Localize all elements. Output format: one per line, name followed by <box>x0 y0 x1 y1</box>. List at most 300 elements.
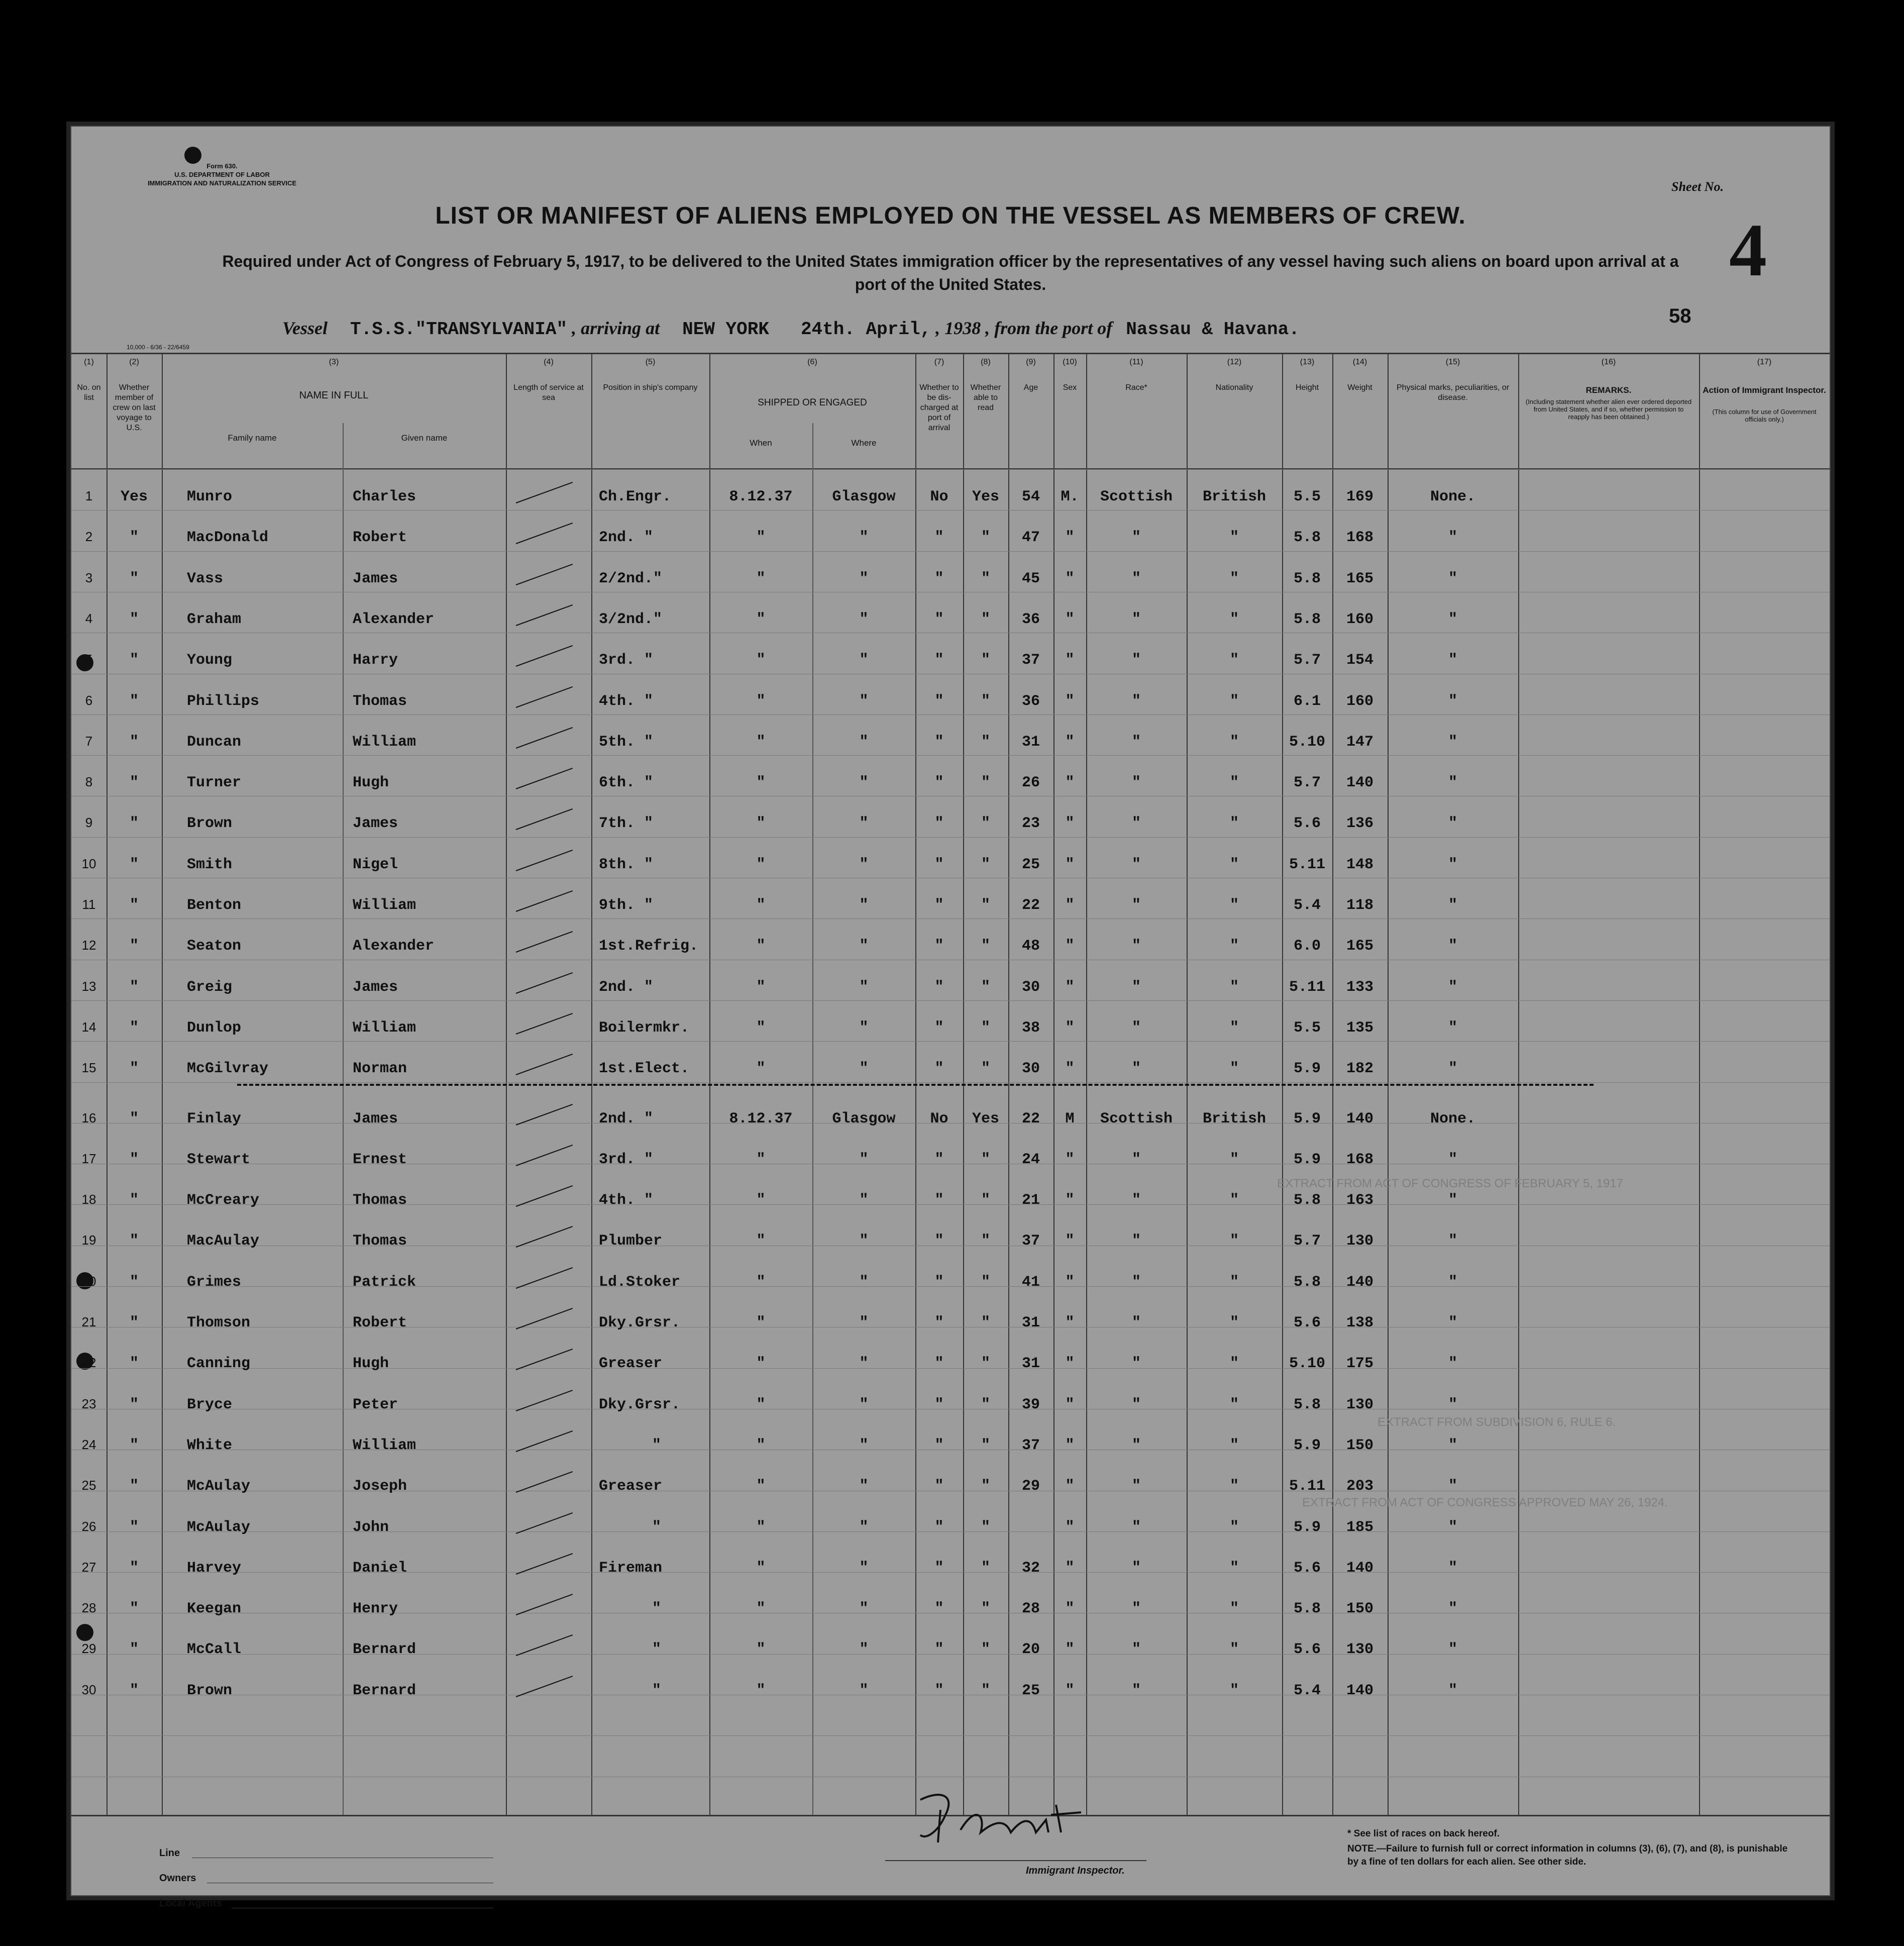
voyage-line <box>282 318 1300 340</box>
punch-hole <box>76 1624 93 1641</box>
discharged: " <box>934 1437 944 1454</box>
discharged: " <box>934 897 944 914</box>
shipped-when: " <box>756 1682 766 1699</box>
able-to-read: " <box>981 938 990 955</box>
given-name: Hugh <box>353 774 389 792</box>
height: 5.5 <box>1293 488 1321 505</box>
given-name: Bernard <box>353 1682 416 1699</box>
punch-hole <box>184 147 201 164</box>
position: 6th. " <box>599 774 654 792</box>
family-name: Munro <box>187 488 233 505</box>
previous-voyage: " <box>129 1110 139 1128</box>
race: " <box>1131 692 1141 710</box>
previous-voyage: " <box>129 815 139 833</box>
shipped-where: " <box>859 1641 869 1659</box>
where-header: Where <box>851 438 877 448</box>
position: 8th. " <box>599 856 654 873</box>
height: 5.9 <box>1293 1151 1321 1168</box>
manifest-sheet <box>70 126 1831 1909</box>
column-number: (12) <box>1227 358 1242 366</box>
weight: 165 <box>1346 570 1373 587</box>
family-name: Seaton <box>187 938 242 955</box>
service-checkmark <box>516 1013 573 1035</box>
shipped-where: " <box>859 1192 869 1209</box>
from-label: , from the port of <box>985 318 1113 338</box>
able-to-read: " <box>981 774 990 792</box>
able-to-read: " <box>981 897 990 914</box>
previous-voyage: " <box>129 1019 139 1037</box>
nationality: " <box>1229 938 1239 955</box>
shipped-where: " <box>859 570 869 587</box>
discharged: " <box>934 1396 944 1413</box>
age: 36 <box>1021 610 1040 628</box>
given-name: Henry <box>353 1600 398 1618</box>
nationality: " <box>1229 1273 1239 1291</box>
able-to-read: " <box>981 978 990 996</box>
weight: 136 <box>1346 815 1373 833</box>
sex: " <box>1065 1396 1075 1413</box>
race: " <box>1131 815 1141 833</box>
race: " <box>1131 938 1141 955</box>
position: 2nd. " <box>599 529 654 547</box>
column-header: Sex <box>1063 383 1077 392</box>
physical-marks: " <box>1448 692 1457 710</box>
able-to-read: " <box>981 1019 990 1037</box>
vessel-label: Vessel <box>282 318 328 338</box>
age: 31 <box>1021 733 1040 751</box>
service-checkmark <box>516 808 573 830</box>
column-header: Length of service at sea <box>513 383 584 402</box>
position: 2nd. " <box>599 978 654 996</box>
races-note: * See list of races on back hereof. <box>1347 1828 1500 1839</box>
previous-voyage: " <box>129 1233 139 1250</box>
nationality: " <box>1229 815 1239 833</box>
sex: " <box>1065 610 1075 628</box>
list-number: 4 <box>85 610 93 626</box>
height: 5.8 <box>1293 1396 1321 1413</box>
service-checkmark <box>516 1054 573 1075</box>
column-number: (5) <box>645 358 656 366</box>
physical-marks: " <box>1448 1314 1457 1332</box>
position: Plumber <box>599 1233 663 1250</box>
position: " <box>652 1682 661 1699</box>
list-number: 6 <box>85 692 93 708</box>
service-checkmark <box>516 1308 573 1329</box>
race: " <box>1131 978 1141 996</box>
given-name: Alexander <box>353 938 435 955</box>
age: 31 <box>1021 1355 1040 1373</box>
family-name: Canning <box>187 1355 251 1373</box>
age: 32 <box>1021 1559 1040 1577</box>
weight: 147 <box>1346 733 1373 751</box>
discharged: " <box>934 1060 944 1078</box>
nationality: " <box>1229 1060 1239 1078</box>
able-to-read: " <box>981 570 990 587</box>
age: 41 <box>1021 1273 1040 1291</box>
discharged: " <box>934 529 944 547</box>
nationality: " <box>1229 1192 1239 1209</box>
height: 5.8 <box>1293 610 1321 628</box>
table-row <box>71 1274 1830 1294</box>
position: " <box>652 1600 661 1618</box>
shipped-where: " <box>859 1151 869 1168</box>
position: Greaser <box>599 1355 663 1373</box>
shipped-when: " <box>756 815 766 833</box>
list-number: 23 <box>81 1396 96 1411</box>
shipped-where: " <box>859 1600 869 1618</box>
row-rule <box>71 1041 1830 1042</box>
shipped-when: " <box>756 1559 766 1577</box>
discharged: " <box>934 978 944 996</box>
position: 2/2nd." <box>599 570 663 587</box>
column-number: (10) <box>1063 358 1077 366</box>
sex: " <box>1065 1314 1075 1332</box>
shipped-when: " <box>756 570 766 587</box>
bleed-through-text: EXTRACT FROM ACT OF CONGRESS OF FEBRUARY 5, 1917 <box>1277 1177 1624 1190</box>
sex: " <box>1065 1518 1075 1536</box>
shipped-when: " <box>756 978 766 996</box>
service-checkmark <box>516 564 573 585</box>
discharged: " <box>934 1233 944 1250</box>
given-name: James <box>353 570 398 587</box>
discharged: " <box>934 1478 944 1495</box>
position: 2nd. " <box>599 1110 654 1128</box>
sex: " <box>1065 1192 1075 1209</box>
column-number: (3) <box>329 358 339 366</box>
previous-voyage: " <box>129 1151 139 1168</box>
weight: 130 <box>1346 1641 1373 1659</box>
discharged: " <box>934 1641 944 1659</box>
discharged: " <box>934 938 944 955</box>
age: 22 <box>1021 1110 1040 1128</box>
table-row <box>71 570 1830 590</box>
arrival-date: 24th. April, <box>800 319 931 340</box>
able-to-read: Yes <box>972 1110 999 1128</box>
shipped-where: " <box>859 1437 869 1454</box>
given-name: Alexander <box>353 610 435 628</box>
position: 3/2nd." <box>599 610 663 628</box>
service-checkmark <box>516 768 573 789</box>
previous-voyage: " <box>129 1273 139 1291</box>
departure-port: Nassau & Havana. <box>1126 319 1300 340</box>
given-name: William <box>353 733 416 751</box>
penalty-note: NOTE.—Failure to furnish full or correct information in columns (3), (6), (7), and (8), is punishable by a fine of ten dollars for each alien. See other side. <box>1347 1843 1788 1867</box>
weight: 182 <box>1346 1060 1373 1078</box>
family-name: Stewart <box>187 1151 251 1168</box>
column-header: Whether able to read <box>970 383 1001 412</box>
discharged: " <box>934 1682 944 1699</box>
sex: " <box>1065 978 1075 996</box>
service-checkmark <box>516 727 573 749</box>
shipped-when: " <box>756 1314 766 1332</box>
table-row <box>71 1233 1830 1253</box>
age: 21 <box>1021 1192 1040 1209</box>
age: 30 <box>1021 1060 1040 1078</box>
shipped-where: " <box>859 1396 869 1413</box>
column-header: Action of Immigrant Inspector. <box>1703 385 1826 395</box>
sex: " <box>1065 1233 1075 1250</box>
list-number: 3 <box>85 570 93 585</box>
sex: M <box>1065 1110 1075 1128</box>
previous-voyage: " <box>129 1192 139 1209</box>
column-number: (9) <box>1026 358 1036 366</box>
physical-marks: " <box>1448 897 1457 914</box>
list-number: 22 <box>81 1355 96 1371</box>
race: " <box>1131 1600 1141 1618</box>
able-to-read: " <box>981 1355 990 1373</box>
physical-marks: " <box>1448 610 1457 628</box>
nationality: " <box>1229 1233 1239 1250</box>
list-number: 8 <box>85 774 93 790</box>
given-name: William <box>353 897 416 914</box>
age: 25 <box>1021 1682 1040 1699</box>
physical-marks: " <box>1448 1682 1457 1699</box>
previous-voyage: Yes <box>120 488 148 505</box>
age: 20 <box>1021 1641 1040 1659</box>
column-header-note: (This column for use of Government officials only.) <box>1712 408 1817 423</box>
table-row <box>71 1519 1830 1539</box>
weight: 140 <box>1346 1110 1373 1128</box>
physical-marks: " <box>1448 1060 1457 1078</box>
page-code: 58 <box>1669 305 1691 327</box>
race: " <box>1131 774 1141 792</box>
family-name: Brown <box>187 815 233 833</box>
previous-voyage: " <box>129 856 139 873</box>
previous-voyage: " <box>129 692 139 710</box>
discharged: " <box>934 1314 944 1332</box>
previous-voyage: " <box>129 1355 139 1373</box>
discharged: " <box>934 652 944 669</box>
given-name: James <box>353 978 398 996</box>
family-name: Graham <box>187 610 242 628</box>
given-name: James <box>353 815 398 833</box>
service-checkmark <box>516 686 573 708</box>
nationality: " <box>1229 1019 1239 1037</box>
previous-voyage: " <box>129 1396 139 1413</box>
previous-voyage: " <box>129 733 139 751</box>
service-checkmark <box>516 1390 573 1411</box>
weight: 168 <box>1346 529 1373 547</box>
shipped-where: " <box>859 692 869 710</box>
sex: " <box>1065 897 1075 914</box>
sex: " <box>1065 1641 1075 1659</box>
arrival-port: NEW YORK <box>682 319 769 340</box>
shipped-where: " <box>859 938 869 955</box>
family-name-header: Family name <box>228 433 277 443</box>
sex: " <box>1065 938 1075 955</box>
family-name: Phillips <box>187 692 260 710</box>
list-number: 16 <box>81 1110 96 1125</box>
sex: " <box>1065 856 1075 873</box>
physical-marks: None. <box>1430 488 1475 505</box>
column-header: REMARKS. <box>1585 385 1632 395</box>
given-name: Norman <box>353 1060 407 1078</box>
shipped-where: " <box>859 529 869 547</box>
discharged: " <box>934 1273 944 1291</box>
discharged: " <box>934 1192 944 1209</box>
weight: 160 <box>1346 692 1373 710</box>
weight: 118 <box>1346 897 1373 914</box>
sex: " <box>1065 1060 1075 1078</box>
discharged: No <box>930 1110 948 1128</box>
shipped-when: " <box>756 1233 766 1250</box>
family-name: McCall <box>187 1641 242 1659</box>
row-rule <box>71 1735 1830 1736</box>
previous-voyage: " <box>129 897 139 914</box>
arriving-label: , arriving at <box>572 318 660 338</box>
weight: 138 <box>1346 1314 1373 1332</box>
column-header: Physical marks, peculiarities, or disease. <box>1396 383 1510 402</box>
column-header: Whether member of crew on last voyage to U.S. <box>113 383 156 432</box>
column-number: (1) <box>84 358 94 366</box>
previous-voyage: " <box>129 774 139 792</box>
age: 22 <box>1021 897 1040 914</box>
shipped-when: " <box>756 1641 766 1659</box>
physical-marks: None. <box>1430 1110 1475 1128</box>
race: " <box>1131 1151 1141 1168</box>
race: " <box>1131 1019 1141 1037</box>
service-checkmark <box>516 1471 573 1493</box>
height: 5.7 <box>1293 1233 1321 1250</box>
able-to-read: " <box>981 1478 990 1495</box>
shipped-when: " <box>756 610 766 628</box>
weight: 140 <box>1346 1682 1373 1699</box>
shipped-when: " <box>756 733 766 751</box>
height: 5.9 <box>1293 1518 1321 1536</box>
row-rule <box>71 918 1830 919</box>
row-rule <box>71 714 1830 715</box>
discharged: " <box>934 570 944 587</box>
list-number: 30 <box>81 1682 96 1697</box>
list-number: 12 <box>81 938 96 953</box>
given-name: Bernard <box>353 1641 416 1659</box>
table-row <box>71 774 1830 794</box>
physical-marks: " <box>1448 978 1457 996</box>
discharged: " <box>934 733 944 751</box>
form-department: U.S. DEPARTMENT OF LABOR <box>174 171 270 178</box>
height: 5.9 <box>1293 1060 1321 1078</box>
shipped-when: " <box>756 774 766 792</box>
row-rule <box>71 1000 1830 1001</box>
shipped-when: " <box>756 652 766 669</box>
previous-voyage: " <box>129 1060 139 1078</box>
shipped-when: " <box>756 1396 766 1413</box>
shipped-where: " <box>859 1682 869 1699</box>
row-rule <box>71 837 1830 838</box>
shipped-where: " <box>859 1518 869 1536</box>
previous-voyage: " <box>129 1314 139 1332</box>
service-checkmark <box>516 604 573 626</box>
family-name: Turner <box>187 774 242 792</box>
able-to-read: Yes <box>972 488 999 505</box>
given-name: Nigel <box>353 856 398 873</box>
table-row <box>71 938 1830 958</box>
physical-marks: " <box>1448 815 1457 833</box>
table-row <box>71 856 1830 876</box>
row-rule <box>71 551 1830 552</box>
physical-marks: " <box>1448 1600 1457 1618</box>
weight: 140 <box>1346 1559 1373 1577</box>
physical-marks: " <box>1448 1559 1457 1577</box>
column-number: (2) <box>129 358 139 366</box>
shipped-when: " <box>756 1518 766 1536</box>
height: 5.8 <box>1293 570 1321 587</box>
able-to-read: " <box>981 1192 990 1209</box>
nationality: " <box>1229 652 1239 669</box>
column-header: No. on list <box>77 383 101 402</box>
sex: " <box>1065 1355 1075 1373</box>
weight: 140 <box>1346 774 1373 792</box>
nationality: " <box>1229 529 1239 547</box>
previous-voyage: " <box>129 1641 139 1659</box>
shipped-where: Glasgow <box>832 488 896 505</box>
position: 9th. " <box>599 897 654 914</box>
race: " <box>1131 1314 1141 1332</box>
column-header: Age <box>1023 383 1038 392</box>
column-header: Weight <box>1347 383 1372 392</box>
sex: " <box>1065 652 1075 669</box>
sex: " <box>1065 1273 1075 1291</box>
weight: 163 <box>1346 1192 1373 1209</box>
previous-voyage: " <box>129 529 139 547</box>
weight: 148 <box>1346 856 1373 873</box>
list-number: 5 <box>85 652 93 667</box>
position: 1st.Refrig. <box>599 938 699 955</box>
race: " <box>1131 1396 1141 1413</box>
sex: " <box>1065 1682 1075 1699</box>
shipped-where: Glasgow <box>832 1110 896 1128</box>
position: Ch.Engr. <box>599 488 672 505</box>
table-top-rule <box>71 353 1830 354</box>
table-row <box>71 1396 1830 1416</box>
family-name: Keegan <box>187 1600 242 1618</box>
race: " <box>1131 733 1141 751</box>
shipped-when: " <box>756 1478 766 1495</box>
weight: 185 <box>1346 1518 1373 1536</box>
able-to-read: " <box>981 733 990 751</box>
table-row <box>71 979 1830 999</box>
bleed-through-text: EXTRACT FROM ACT OF CONGRESS APPROVED MAY 26, 1924. <box>1302 1496 1668 1509</box>
able-to-read: " <box>981 1060 990 1078</box>
previous-voyage: " <box>129 570 139 587</box>
column-number: (13) <box>1300 358 1315 366</box>
given-name: Thomas <box>353 692 407 710</box>
service-checkmark <box>516 1145 573 1166</box>
shipped-where: " <box>859 856 869 873</box>
table-row <box>71 1151 1830 1171</box>
column-header: Whether to be dis-charged at port of arrival <box>919 383 959 432</box>
previous-voyage: " <box>129 1437 139 1454</box>
shipped-where: " <box>859 1559 869 1577</box>
given-name: Peter <box>353 1396 398 1413</box>
family-name: MacAulay <box>187 1233 260 1250</box>
age: 47 <box>1021 529 1040 547</box>
height: 5.8 <box>1293 1273 1321 1291</box>
service-checkmark <box>516 1594 573 1615</box>
weight: 165 <box>1346 938 1373 955</box>
table-row <box>71 1314 1830 1335</box>
previous-voyage: " <box>129 1518 139 1536</box>
able-to-read: " <box>981 652 990 669</box>
service-checkmark <box>516 1185 573 1207</box>
age: 29 <box>1021 1478 1040 1495</box>
vessel-name: T.S.S."TRANSYLVANIA" <box>350 319 568 340</box>
family-name: McGilvray <box>187 1060 269 1078</box>
position: Greaser <box>599 1478 663 1495</box>
shipped-when: " <box>756 1355 766 1373</box>
sheet-number: 4 <box>1729 209 1767 292</box>
family-name: Bryce <box>187 1396 233 1413</box>
